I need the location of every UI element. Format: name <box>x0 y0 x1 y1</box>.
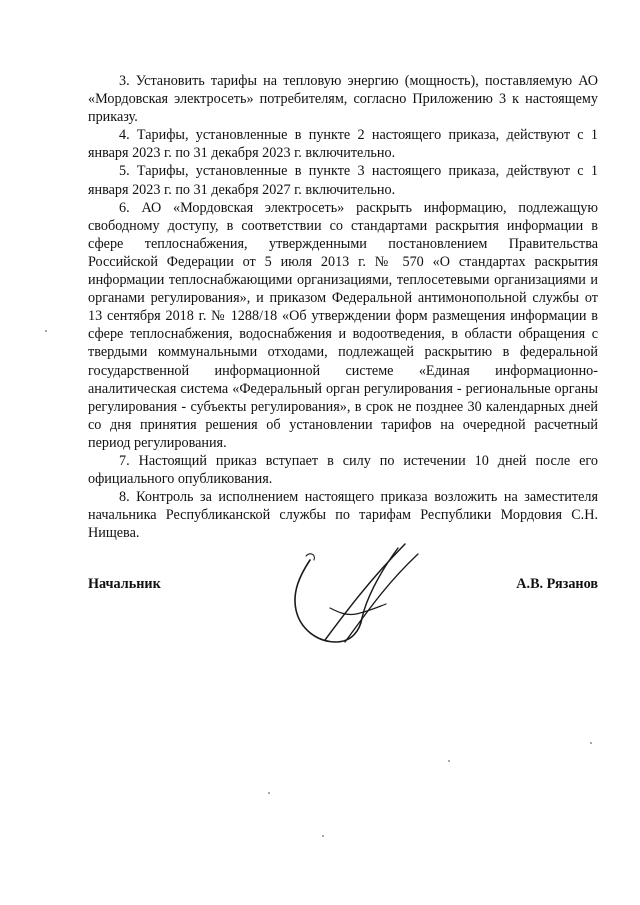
scan-speck <box>268 792 270 794</box>
order-body <box>88 72 598 542</box>
paragraph-item-8: 8. Контроль за исполнением настоящего приказа возложить на заместителя начальника Республиканской службы по тарифам Республики Мордовия С.Н. Нищева. <box>88 489 598 542</box>
scan-speck <box>45 330 47 332</box>
paragraph-item-4: 4. Тарифы, установленные в пункте 2 настоящего приказа, действуют с 1 января 2023 г. по 31 декабря 2023 г. включительно. <box>88 127 598 162</box>
paragraph-item-7: 7. Настоящий приказ вступает в силу по истечении 10 дней после его официального опубликования. <box>88 452 598 488</box>
scan-speck <box>448 760 450 762</box>
signer-name: А.В. Рязанов <box>516 576 598 592</box>
paragraph-item-3: 3. Установить тарифы на тепловую энергию (мощность), поставляемую АО «Мордовская электросеть» потребителям, согласно Приложению 3 к настоящему приказу. <box>88 73 598 126</box>
scan-speck <box>322 835 324 837</box>
position-title: Начальник <box>88 576 161 592</box>
paragraph-item-6: 6. АО «Мордовская электросеть» раскрыть информацию, подлежащую свободному доступу, в соответствии со стандартами раскрытия информации в сфере теплоснабжения, утвержденными постановлением Правительства Российской Федерации от 5 июля 2013 г. № 570 «О стандартах раскрытия информации теплоснабжающими организациями, теплосетевыми организациями и органами регулирования», и приказом Федеральной антимонопольной службы от 13 сентября 2018 г. № 1288/18 «Об утверждении форм размещения информации в сфере теплоснабжения, водоснабжения и водоотведения, в области обращения с твердыми коммунальными отходами, подлежащей раскрытию в федеральной государственной информационной системе «Единая информационно-аналитическая система «Федеральный орган регулирования - региональные органы регулирования - субъекты регулирования», в срок не позднее 30 календарных дней со дня принятия решения об установлении тарифов на очередной расчетный период регулирования. <box>88 199 598 451</box>
signature-block <box>88 576 598 598</box>
paragraph-item-5: 5. Тарифы, установленные в пункте 3 настоящего приказа, действуют с 1 января 2023 г. по 31 декабря 2027 г. включительно. <box>88 163 598 198</box>
scan-speck <box>590 742 592 744</box>
